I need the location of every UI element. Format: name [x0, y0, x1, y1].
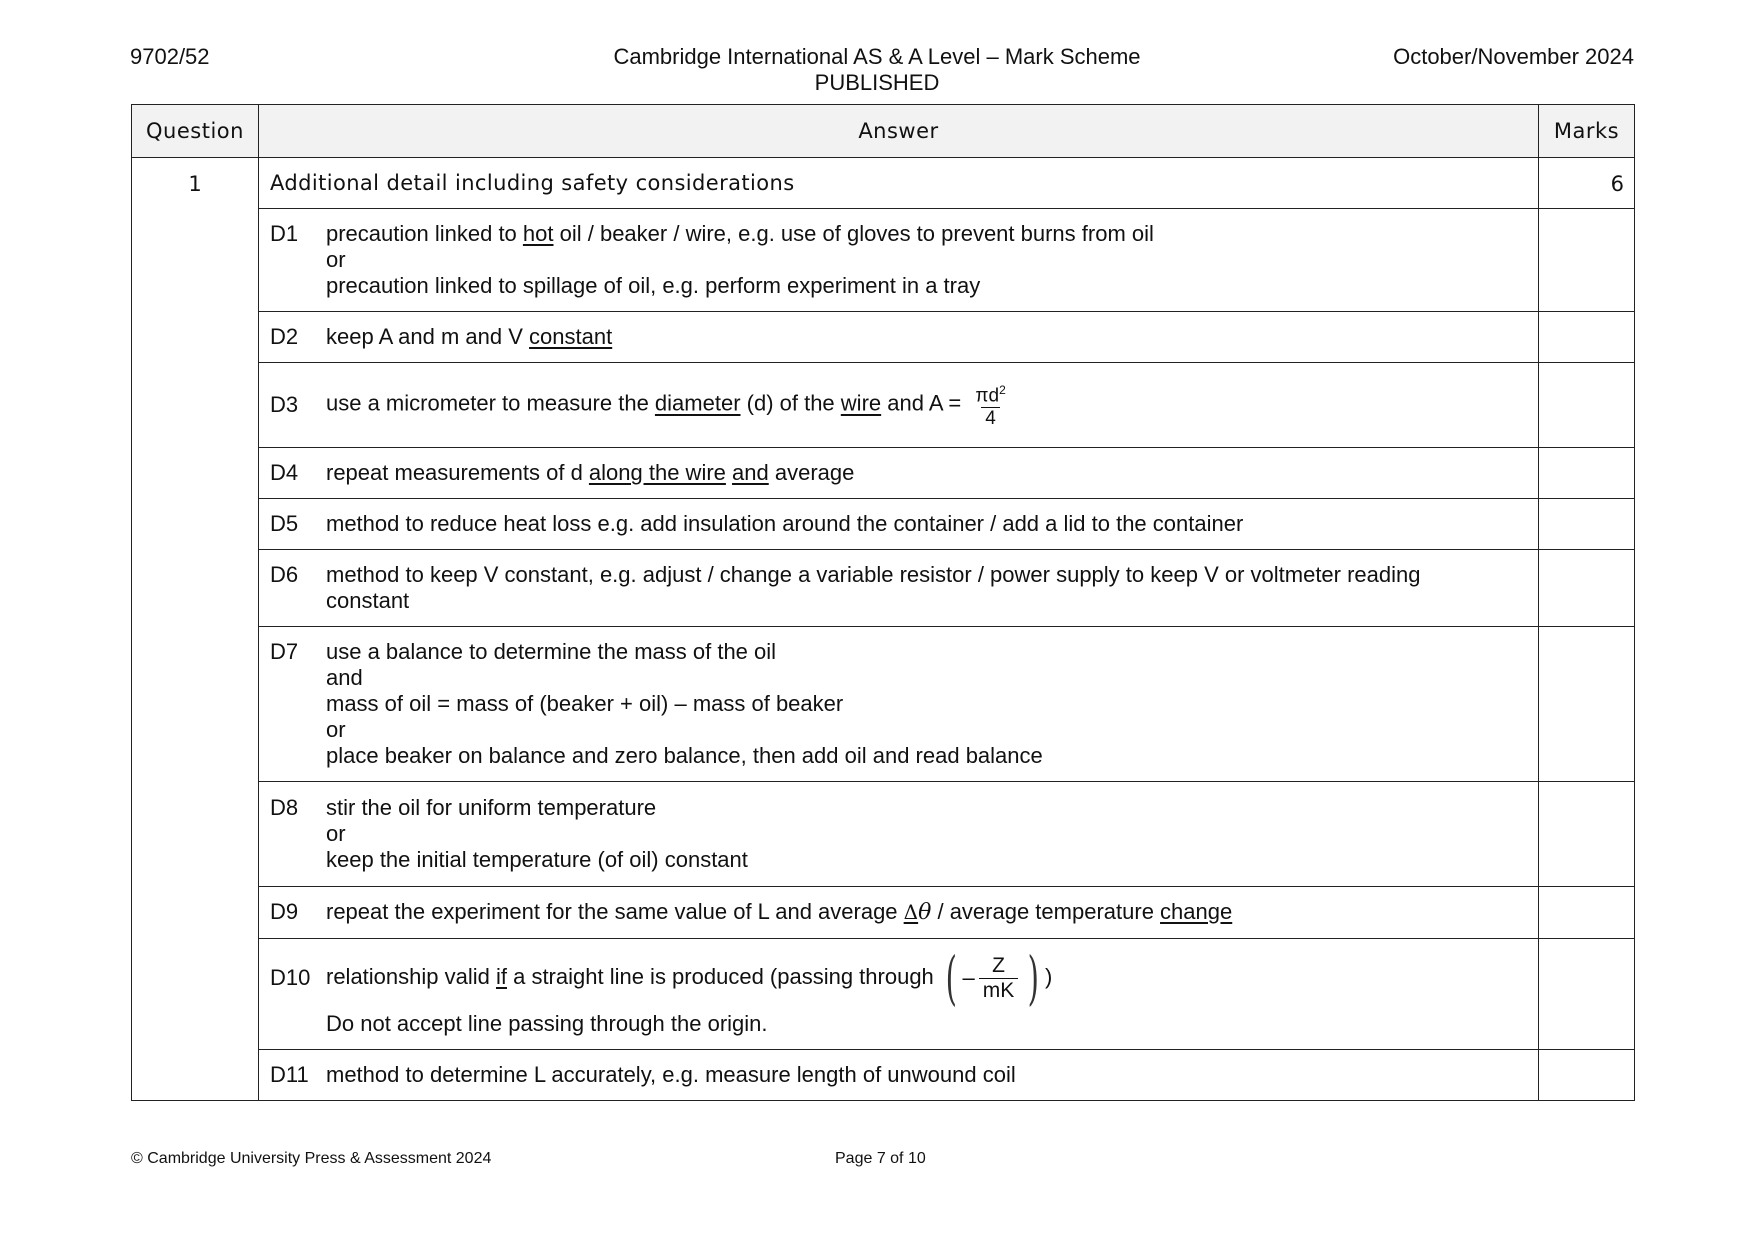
- marks-cell: [1539, 448, 1635, 499]
- item-text: and A =: [881, 390, 968, 416]
- item-code: D6: [270, 562, 299, 587]
- underlined-keyword: wire: [840, 390, 882, 416]
- item-text: or: [326, 717, 346, 742]
- item-text: repeat the experiment for the same value of L and average: [326, 899, 904, 924]
- answer-item-d3: [259, 363, 1539, 448]
- answer-column-header: Answer: [259, 105, 1539, 158]
- answer-item-d2: [259, 312, 1539, 363]
- delta-symbol: Δ: [903, 900, 919, 924]
- answer-item-d10: [259, 939, 1539, 1050]
- item-code: D10: [270, 965, 311, 990]
- item-text: precaution linked to spillage of oil, e.g. perform experiment in a tray: [326, 273, 981, 298]
- marks-cell: [1539, 363, 1635, 448]
- table-row: [132, 209, 1635, 312]
- question-column-header: Question: [132, 105, 259, 158]
- fraction-denominator: mK: [979, 978, 1019, 1003]
- table-row: [132, 1050, 1635, 1101]
- exponent: 2: [999, 383, 1006, 398]
- item-text: precaution linked to: [326, 221, 523, 246]
- marks-cell: [1539, 939, 1635, 1050]
- underlined-keyword: diameter: [654, 390, 741, 416]
- underlined-keyword: along the wire: [588, 460, 726, 485]
- marks-cell: [1539, 627, 1635, 782]
- answer-item-d1: [259, 209, 1539, 312]
- marks-cell: [1539, 312, 1635, 363]
- answer-item-d7: [259, 627, 1539, 782]
- item-text: Do not accept line passing through the origin.: [326, 1011, 768, 1036]
- underlined-keyword: hot: [522, 221, 554, 246]
- question-number: 1: [132, 158, 259, 1101]
- item-code: D3: [270, 391, 299, 417]
- item-text: method to reduce heat loss e.g. add insulation around the container / add a lid to the container: [326, 511, 1244, 536]
- item-code: D2: [270, 324, 299, 349]
- item-text: / average temperature: [931, 899, 1161, 924]
- table-row: [132, 363, 1635, 448]
- right-parenthesis: ): [1027, 944, 1040, 1012]
- marks-cell: [1539, 782, 1635, 887]
- mark-scheme-table: [131, 104, 1635, 1101]
- item-text: ): [1044, 963, 1053, 989]
- page-number: Page 7 of 10: [835, 1150, 926, 1167]
- item-text: keep the initial temperature (of oil) constant: [326, 847, 748, 872]
- underlined-keyword: change: [1160, 899, 1233, 924]
- intercept-expression: [940, 944, 1045, 1012]
- answer-item-d5: [259, 499, 1539, 550]
- marks-value: 6: [1539, 158, 1635, 209]
- item-text: place beaker on balance and zero balance, then add oil and read balance: [326, 743, 1043, 768]
- marks-cell: [1539, 1050, 1635, 1101]
- answer-intro: Additional detail including safety considerations: [259, 158, 1539, 209]
- status-line: PUBLISHED: [814, 70, 940, 95]
- copyright-notice: © Cambridge University Press & Assessment 2024: [131, 1150, 492, 1167]
- table-row: [132, 448, 1635, 499]
- item-code: D7: [270, 639, 299, 664]
- item-text: stir the oil for uniform temperature: [326, 795, 657, 820]
- item-text: relationship valid: [326, 963, 496, 989]
- item-text: use a balance to determine the mass of the oil: [326, 639, 777, 664]
- item-code: D8: [270, 795, 299, 820]
- answer-item-d11: [259, 1050, 1539, 1101]
- item-text: a straight line is produced (passing through: [506, 963, 940, 989]
- underlined-keyword: constant: [529, 324, 613, 349]
- answer-item-d4: [259, 448, 1539, 499]
- item-code: D5: [270, 511, 299, 536]
- table-row: [132, 887, 1635, 939]
- table-row: [132, 782, 1635, 887]
- item-text: oil / beaker / wire, e.g. use of gloves to prevent burns from oil: [553, 221, 1154, 246]
- marks-cell: [1539, 209, 1635, 312]
- item-code: D4: [270, 460, 299, 485]
- marks-column-header: Marks: [1539, 105, 1635, 158]
- underlined-keyword: if: [495, 963, 507, 989]
- item-text: repeat measurements of d: [326, 460, 589, 485]
- item-text: or: [326, 247, 346, 272]
- item-text: method to keep V constant, e.g. adjust / change a variable resistor / power supply to keep V or voltmeter reading: [326, 562, 1421, 587]
- item-code: D1: [270, 221, 299, 246]
- table-header-row: [132, 105, 1635, 158]
- answer-item-d6: [259, 550, 1539, 627]
- item-text: and: [326, 665, 363, 690]
- underlined-keyword: and: [732, 460, 769, 485]
- fraction-denominator: 4: [981, 407, 1000, 430]
- item-text: use a micrometer to measure the: [326, 390, 655, 416]
- item-text: average: [768, 460, 855, 485]
- table-row: [132, 550, 1635, 627]
- left-parenthesis: (: [945, 944, 957, 1012]
- table-row: [132, 939, 1635, 1050]
- intercept-fraction: [979, 954, 1019, 1003]
- item-text: constant: [326, 588, 410, 613]
- item-text: or: [326, 821, 346, 846]
- table-row: [132, 312, 1635, 363]
- item-text: method to determine L accurately, e.g. measure length of unwound coil: [326, 1062, 1016, 1087]
- fraction-numerator: Z: [992, 953, 1005, 977]
- item-text: mass of oil = mass of (beaker + oil) – mass of beaker: [326, 691, 844, 716]
- area-formula-fraction: [971, 380, 1009, 429]
- title-line: Cambridge International AS & A Level – Mark Scheme: [613, 44, 1141, 69]
- table-row: [132, 499, 1635, 550]
- minus-sign: –: [962, 965, 975, 990]
- marks-cell: [1539, 499, 1635, 550]
- item-code: D9: [270, 899, 299, 924]
- marks-cell: [1539, 887, 1635, 939]
- answer-item-d8: [259, 782, 1539, 887]
- answer-item-d9: [259, 887, 1539, 939]
- item-text: (d) of the: [740, 390, 841, 416]
- paper-code: 9702/52: [130, 44, 210, 69]
- fraction-numerator: πd: [975, 385, 1000, 407]
- item-text: keep A and m and V: [326, 324, 530, 349]
- table-row: [132, 627, 1635, 782]
- exam-session: October/November 2024: [1393, 44, 1634, 69]
- marks-cell: [1539, 550, 1635, 627]
- item-code: D11: [270, 1062, 309, 1087]
- theta-symbol: θ: [918, 900, 932, 925]
- table-row: [132, 158, 1635, 209]
